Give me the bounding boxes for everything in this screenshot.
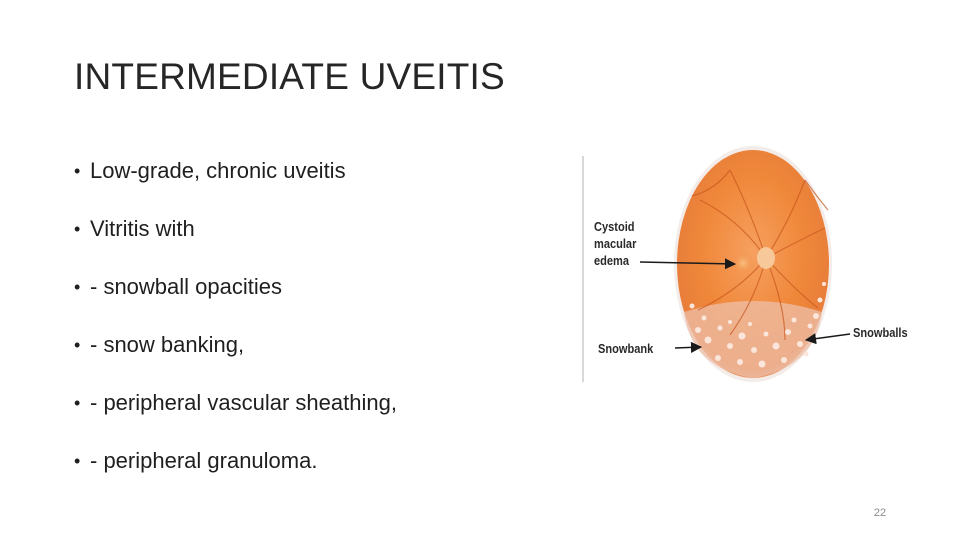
bullet-symbol: • (74, 335, 81, 355)
bullet-list (74, 158, 534, 506)
bullet-text: Low-grade, chronic uveitis (90, 158, 346, 183)
bullet-item (74, 216, 534, 274)
bullet-item (74, 448, 534, 506)
bullet-text: Vitritis with (90, 216, 195, 241)
fundus-figure (580, 140, 925, 400)
bullet-text: - peripheral vascular sheathing, (90, 390, 397, 415)
bullet-symbol: • (74, 161, 81, 181)
bullet-item (74, 274, 534, 332)
bullet-symbol: • (74, 393, 81, 413)
cystoid-macular-edema-label: Cystoid macular edema (594, 219, 637, 268)
slide-title: INTERMEDIATE UVEITIS (74, 56, 505, 97)
snowballs-label: Snowballs (853, 325, 908, 340)
page-number: 22 (873, 507, 887, 519)
snowbank-arrow (675, 347, 701, 348)
bullet-symbol: • (74, 451, 81, 471)
snowbank-label: Snowbank (598, 341, 654, 356)
bullet-text: - snowball opacities (90, 274, 282, 299)
bullet-symbol: • (74, 219, 81, 239)
bullet-item (74, 332, 534, 390)
bullet-item (74, 158, 534, 216)
bullet-symbol: • (74, 277, 81, 297)
bullet-text: - peripheral granuloma. (90, 448, 318, 473)
fundus-illustration (580, 140, 925, 400)
macula (731, 251, 755, 275)
bullet-item (74, 390, 534, 448)
optic-disc (757, 247, 775, 269)
bullet-text: - snow banking, (90, 332, 245, 357)
